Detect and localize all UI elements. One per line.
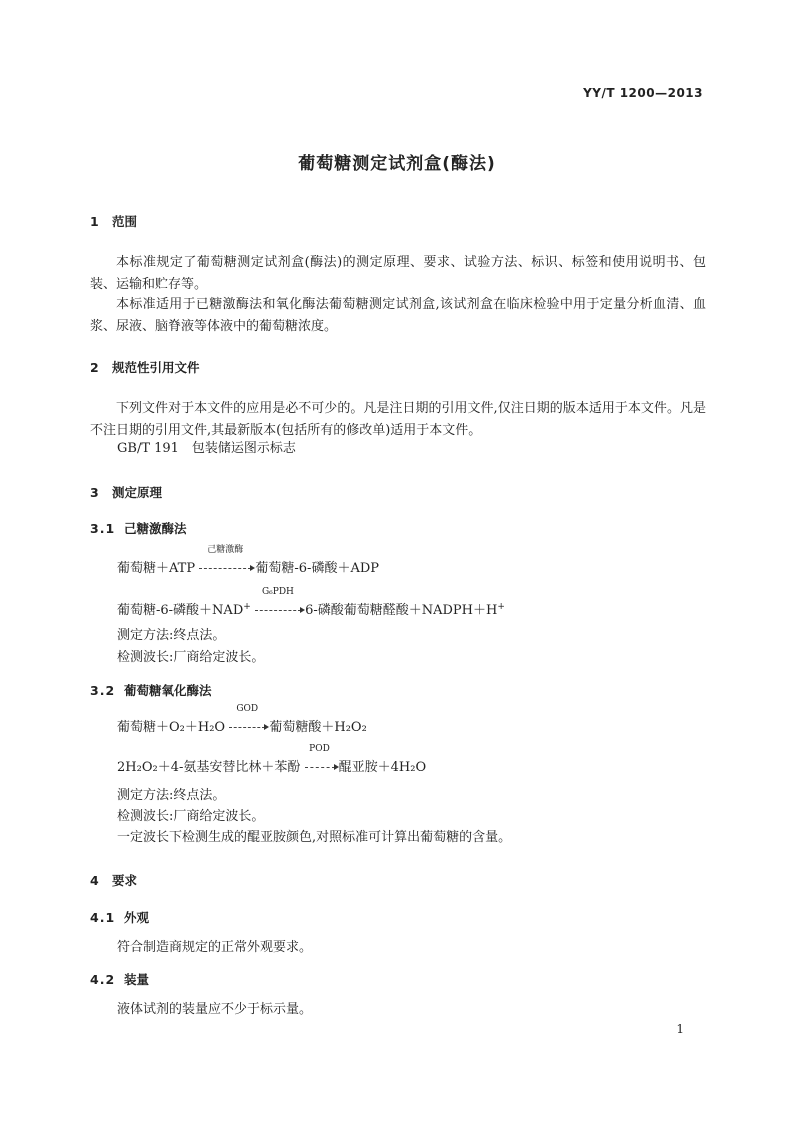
section-number: 4 — [90, 873, 99, 888]
section-4-heading — [90, 871, 137, 889]
subsection-title: 己糖激酶法 — [124, 521, 187, 536]
subsection-title: 装量 — [124, 972, 150, 987]
section-title: 规范性引用文件 — [112, 360, 200, 375]
reference-gb-t-191: GB/T 191 包装储运图示标志 — [117, 441, 296, 456]
oxidase-equation-1 — [117, 704, 367, 739]
references-paragraph: 下列文件对于本文件的应用是必不可少的。凡是注日期的引用文件,仅注日期的版本适用于本文件。凡是不注日期的引用文件,其最新版本(包括所有的修改单)适用于本文件。 — [90, 401, 706, 438]
equation-right: 6-磷酸葡萄糖醛酸＋NADPH＋H — [305, 603, 498, 618]
subsection-number: 3.1 — [90, 521, 116, 536]
equation-left: 2H₂O₂＋4-氨基安替比林＋苯酚 — [117, 760, 301, 775]
equation-left: 葡萄糖＋O₂＋H₂O — [117, 720, 226, 735]
subsection-number: 4.1 — [90, 910, 116, 925]
section-title: 测定原理 — [112, 485, 163, 500]
section-number: 1 — [90, 214, 99, 229]
subsection-number: 4.2 — [90, 972, 116, 987]
section-4-2-heading — [90, 970, 149, 988]
section-4-1-heading — [90, 908, 149, 926]
section-title: 要求 — [112, 873, 138, 888]
equation-left: 葡萄糖-6-磷酸＋NAD — [117, 603, 244, 618]
hexokinase-wavelength: 检测波长:厂商给定波长。 — [117, 650, 265, 665]
page-title: 葡萄糖测定试剂盒(酶法) — [298, 154, 496, 174]
section-3-heading — [90, 483, 162, 501]
hexokinase-method: 测定方法:终点法。 — [117, 628, 226, 643]
enzyme-label: GOD — [236, 704, 259, 714]
subsection-title: 外观 — [124, 910, 150, 925]
reaction-arrow — [305, 744, 335, 779]
appearance-requirement: 符合制造商规定的正常外观要求。 — [117, 940, 313, 955]
scope-paragraph-1: 本标准规定了葡萄糖测定试剂盒(酶法)的测定原理、要求、试验方法、标识、标签和使用说明书、包装、运输和贮存等。 — [90, 255, 706, 292]
oxidase-equation-2 — [117, 744, 427, 779]
subsection-title: 葡萄糖氧化酶法 — [124, 683, 212, 698]
section-2-heading — [90, 358, 200, 376]
oxidase-wavelength: 检测波长:厂商给定波长。 — [117, 809, 265, 824]
hexokinase-equation-2 — [117, 587, 505, 622]
oxidase-note: 一定波长下检测生成的醌亚胺颜色,对照标准可计算出葡萄糖的含量。 — [117, 830, 512, 845]
section-3-2-heading — [90, 681, 212, 699]
equation-right: 葡萄糖酸＋H₂O₂ — [269, 720, 367, 735]
equation-right: 醌亚胺＋4H₂O — [338, 760, 427, 775]
equation-left: 葡萄糖＋ATP — [117, 561, 196, 576]
superscript: + — [243, 602, 251, 612]
reaction-arrow — [199, 545, 251, 580]
oxidase-method: 测定方法:终点法。 — [117, 788, 226, 803]
section-3-1-heading — [90, 519, 187, 537]
standard-number: YY/T 1200—2013 — [583, 86, 703, 100]
enzyme-label: POD — [309, 744, 330, 754]
reaction-arrow — [255, 587, 301, 622]
page-number: 1 — [676, 1022, 684, 1036]
section-number: 3 — [90, 485, 99, 500]
section-number: 2 — [90, 360, 99, 375]
subsection-number: 3.2 — [90, 683, 116, 698]
equation-right: 葡萄糖-6-磷酸＋ADP — [255, 561, 380, 576]
scope-paragraph-2: 本标准适用于已糖激酶法和氧化酶法葡萄糖测定试剂盒,该试剂盒在临床检验中用于定量分析血清、血浆、尿液、脑脊液等体液中的葡萄糖浓度。 — [90, 297, 706, 334]
enzyme-label: G₆PDH — [261, 587, 294, 597]
superscript: + — [497, 602, 505, 612]
volume-requirement: 液体试剂的装量应不少于标示量。 — [117, 1002, 313, 1017]
enzyme-label: 己糖激酶 — [207, 545, 244, 555]
hexokinase-equation-1 — [117, 545, 380, 580]
section-title: 范围 — [112, 214, 138, 229]
reaction-arrow — [229, 704, 265, 739]
section-1-heading — [90, 212, 137, 230]
